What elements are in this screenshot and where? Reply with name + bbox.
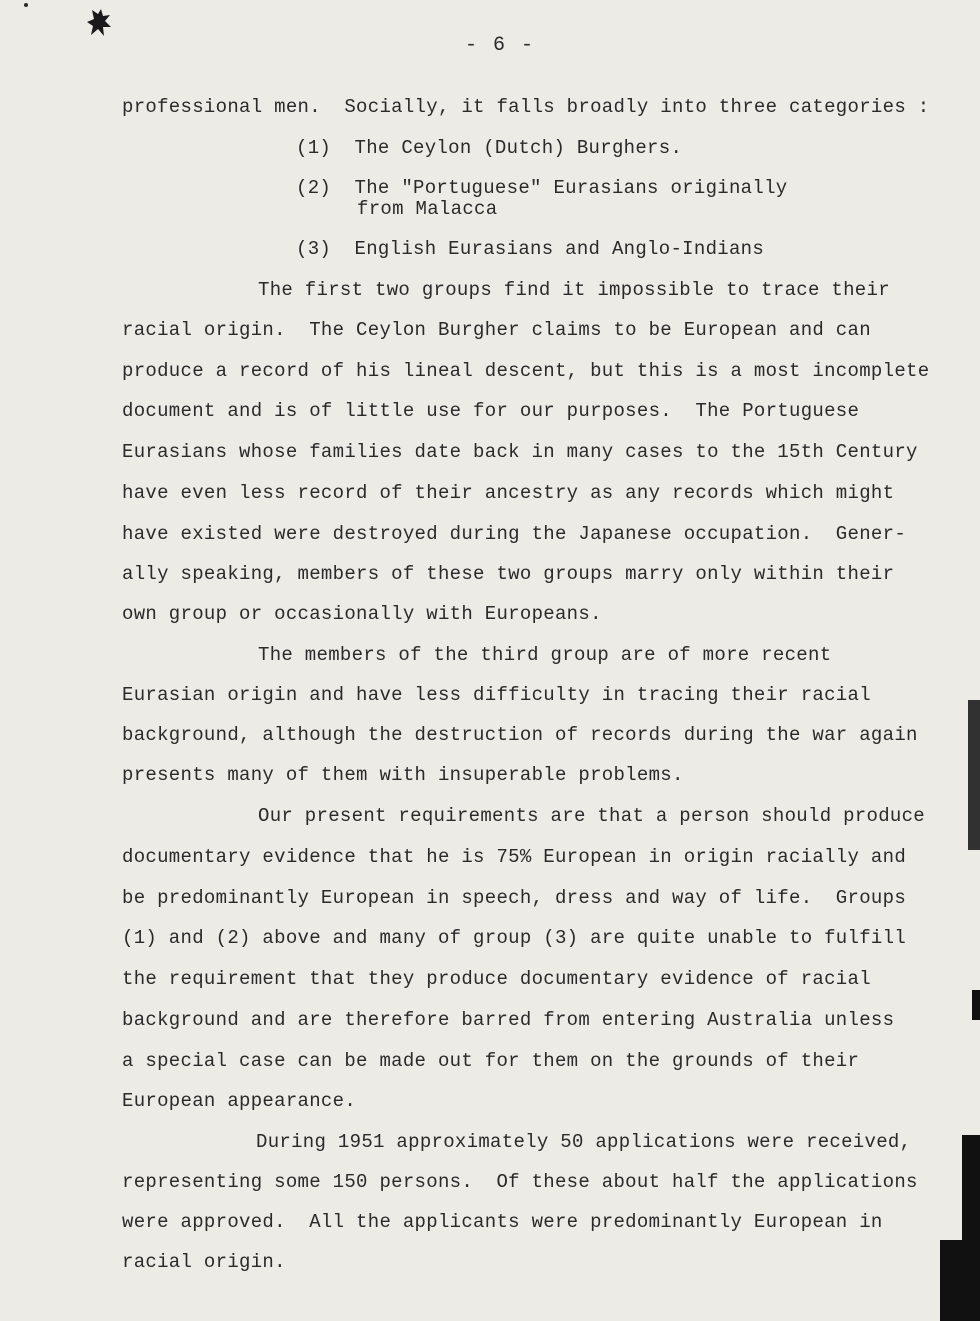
text-line: professional men. Socially, it falls broadly into three categories :	[122, 96, 930, 118]
scan-edge-shadow	[968, 700, 980, 850]
text-line: own group or occasionally with Europeans.	[122, 603, 602, 625]
text-line: presents many of them with insuperable problems.	[122, 764, 684, 786]
ink-blot-mark	[86, 8, 112, 38]
scan-edge-mark	[972, 990, 980, 1020]
text-line: be predominantly European in speech, dress and way of life. Groups	[122, 887, 907, 909]
scan-edge-shadow	[962, 1135, 980, 1245]
text-line: documentary evidence that he is 75% European in origin racially and	[122, 846, 907, 868]
text-line: the requirement that they produce documentary evidence of racial	[122, 968, 871, 990]
text-line: background and are therefore barred from entering Australia unless	[122, 1009, 895, 1031]
text-line: have even less record of their ancestry as any records which might	[122, 482, 895, 504]
list-item-2-continued: from Malacca	[357, 198, 498, 220]
text-line: document and is of little use for our purposes. The Portuguese	[122, 400, 860, 422]
text-line: representing some 150 persons. Of these about half the applications	[122, 1171, 918, 1193]
paragraph-start: During 1951 approximately 50 applications were received,	[256, 1131, 912, 1153]
text-line: ally speaking, members of these two groups marry only within their	[122, 563, 895, 585]
paragraph-start: The members of the third group are of more recent	[258, 644, 832, 666]
text-line: Eurasian origin and have less difficulty in tracing their racial	[122, 684, 871, 706]
list-item-1: (1) The Ceylon (Dutch) Burghers.	[296, 137, 683, 159]
text-line: produce a record of his lineal descent, but this is a most incomplete	[122, 360, 930, 382]
text-line: racial origin.	[122, 1251, 286, 1273]
scan-edge-shadow	[940, 1240, 980, 1321]
list-item-3: (3) English Eurasians and Anglo-Indians	[296, 238, 765, 260]
text-line: European appearance.	[122, 1090, 357, 1112]
text-line: racial origin. The Ceylon Burgher claims to be European and can	[122, 319, 871, 341]
paragraph-start: The first two groups find it impossible to trace their	[258, 279, 890, 301]
ink-dot	[24, 3, 28, 7]
text-line: Eurasians whose families date back in many cases to the 15th Century	[122, 441, 918, 463]
text-line: (1) and (2) above and many of group (3) are quite unable to fulfill	[122, 927, 907, 949]
paragraph-start: Our present requirements are that a person should produce	[258, 805, 926, 827]
list-item-2: (2) The "Portuguese" Eurasians originally	[296, 177, 788, 199]
text-line: were approved. All the applicants were predominantly European in	[122, 1211, 883, 1233]
page-number: - 6 -	[465, 34, 536, 57]
text-line: have existed were destroyed during the Japanese occupation. Gener-	[122, 523, 907, 545]
text-line: a special case can be made out for them on the grounds of their	[122, 1050, 860, 1072]
text-line: background, although the destruction of records during the war again	[122, 724, 918, 746]
